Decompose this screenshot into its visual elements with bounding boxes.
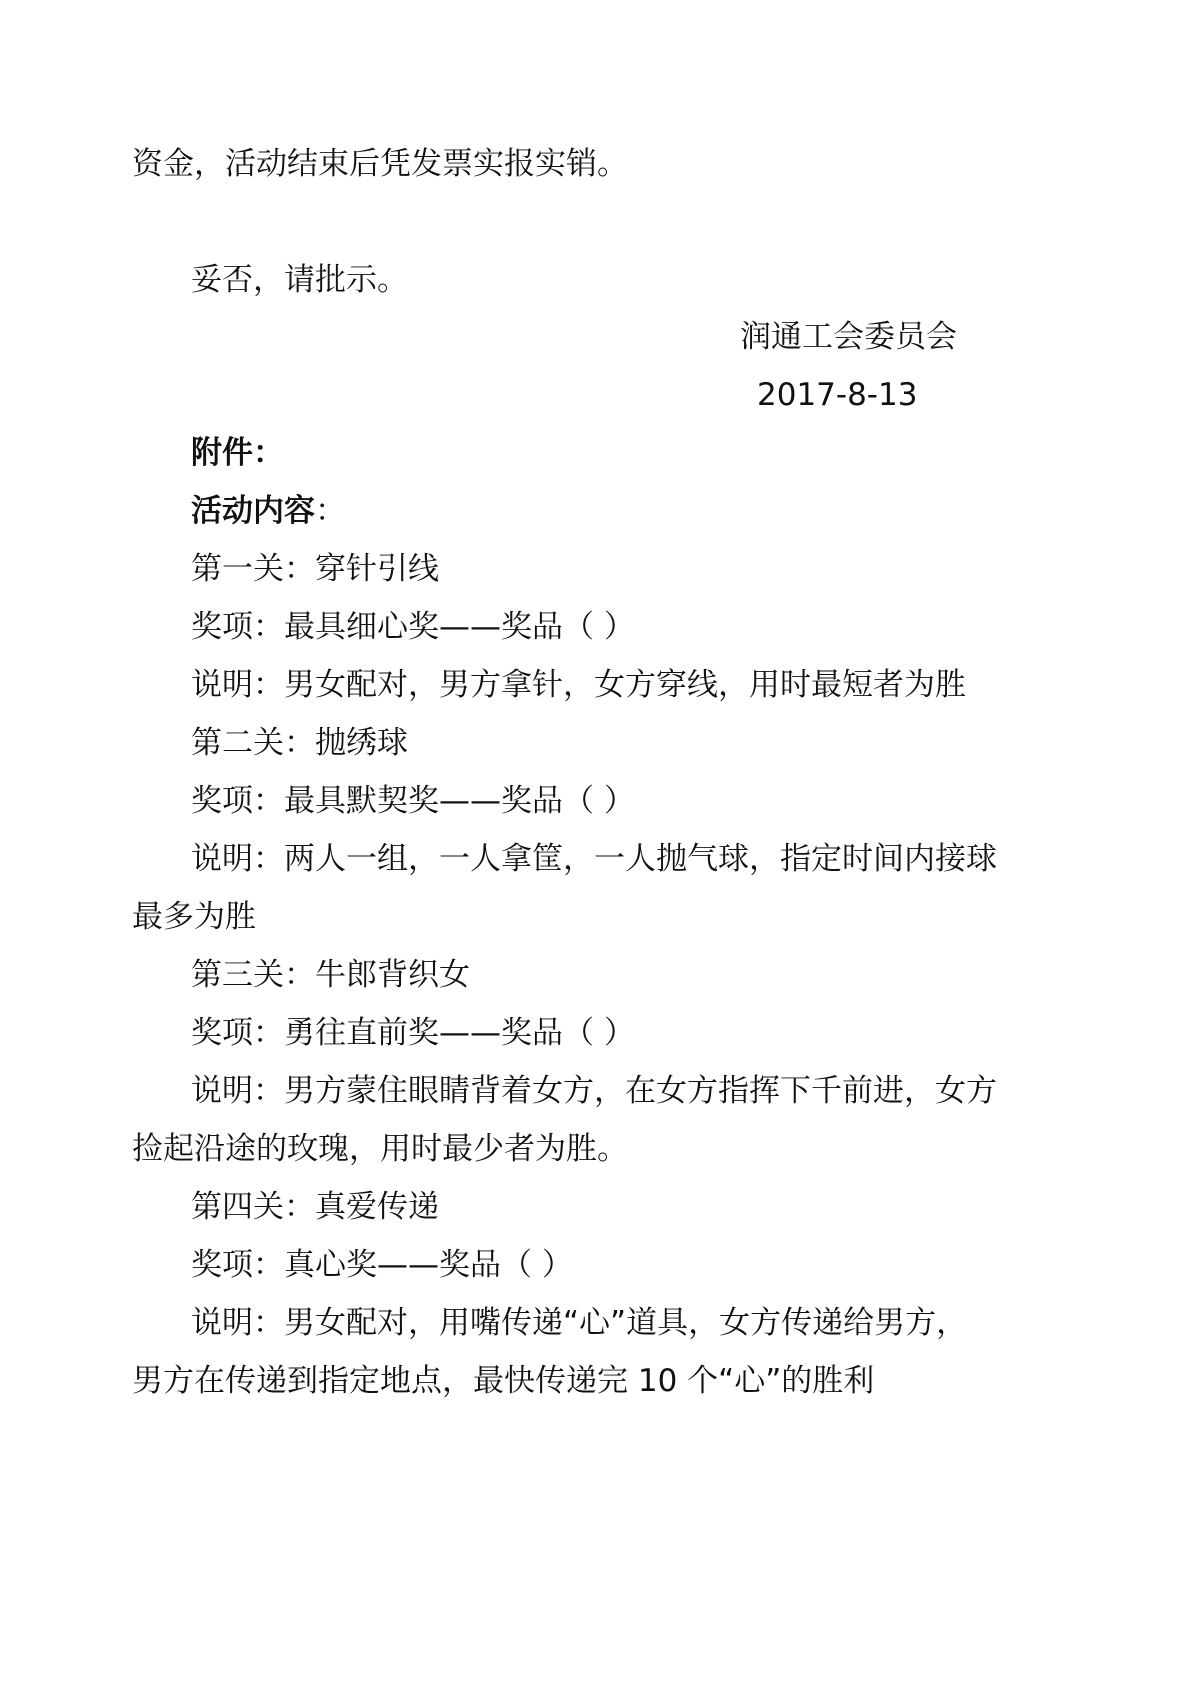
signature-organization: 润通工会委员会	[740, 319, 957, 355]
level-2-award: 奖项：最具默契奖——奖品（ ）	[191, 783, 635, 819]
activity-content-label: 活动内容	[191, 493, 315, 529]
level-4-description-cont: 男方在传递到指定地点，最快传递完 10 个“心”的胜利	[132, 1363, 875, 1399]
level-4-title: 第四关：真爱传递	[191, 1189, 439, 1225]
closing-request: 妥否，请批示。	[191, 262, 408, 298]
activity-content-heading	[191, 491, 346, 531]
level-1-title: 第一关：穿针引线	[191, 551, 439, 587]
level-4-description: 说明：男女配对，用嘴传递“心”道具，女方传递给男方，	[191, 1305, 968, 1341]
level-1-award: 奖项：最具细心奖——奖品（ ）	[191, 609, 635, 645]
activity-content-colon: ：	[315, 493, 346, 529]
level-2-description-cont: 最多为胜	[132, 899, 256, 935]
level-4-award: 奖项：真心奖——奖品（ ）	[191, 1247, 573, 1283]
level-3-award: 奖项：勇往直前奖——奖品（ ）	[191, 1015, 635, 1051]
level-2-description: 说明：两人一组，一人拿筐，一人抛气球，指定时间内接球	[191, 841, 997, 877]
level-2-title: 第二关：抛绣球	[191, 725, 408, 761]
signature-date: 2017-8-13	[757, 377, 918, 413]
level-1-description: 说明：男女配对，男方拿针，女方穿线，用时最短者为胜	[191, 667, 966, 703]
level-3-title: 第三关：牛郎背织女	[191, 957, 470, 993]
level-3-description: 说明：男方蒙住眼睛背着女方，在女方指挥下千前进，女方	[191, 1073, 997, 1109]
attachment-heading: 附件：	[191, 435, 284, 471]
level-3-description-cont: 捡起沿途的玫瑰，用时最少者为胜。	[132, 1131, 628, 1167]
paragraph-funding: 资金，活动结束后凭发票实报实销。	[132, 146, 628, 182]
